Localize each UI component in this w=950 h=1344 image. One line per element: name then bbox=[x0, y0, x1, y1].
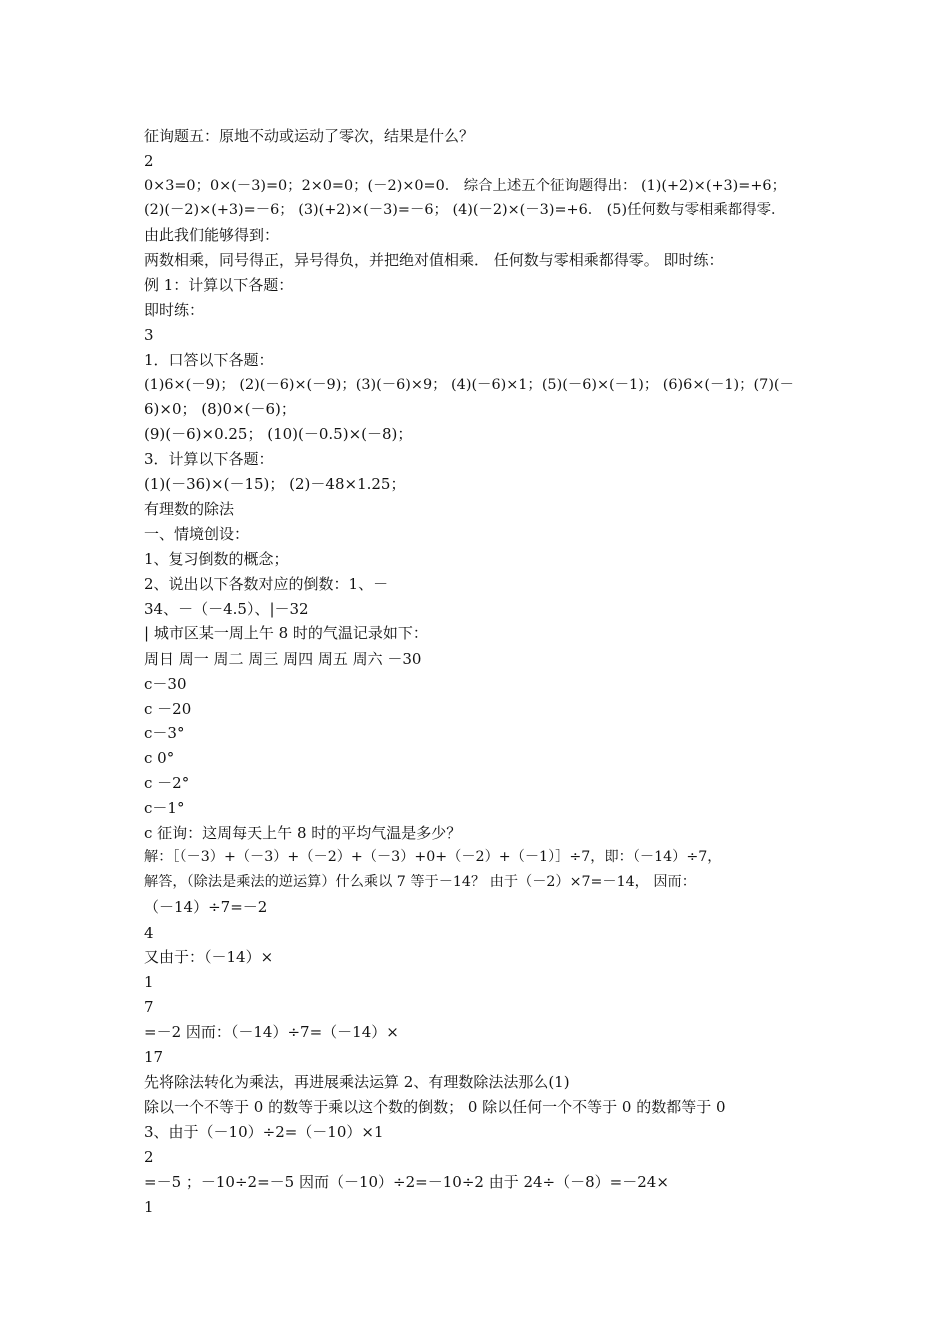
text-line: 7 bbox=[144, 998, 154, 1016]
text-line: 即时练： bbox=[144, 301, 205, 319]
text-line: 3、由于（－10）÷2=（－10）×1 bbox=[144, 1123, 384, 1141]
text-line: 6)×0； (8)0×(－6)； bbox=[144, 400, 296, 418]
text-line: 2 bbox=[144, 1148, 154, 1166]
text-line: 征询题五：原地不动或运动了零次，结果是什么？ bbox=[144, 127, 475, 145]
text-line: 1、复习倒数的概念； bbox=[144, 550, 289, 568]
text-line: 1．口答以下各题： bbox=[144, 351, 274, 369]
text-line: 1 bbox=[144, 973, 154, 991]
text-line: c－30 bbox=[144, 675, 187, 693]
text-line: =－2 因而：（－14）÷7=（－14）× bbox=[144, 1023, 399, 1041]
text-line: 先将除法转化为乘法，再进展乘法运算 2、有理数除法法那么(1) bbox=[144, 1073, 570, 1091]
text-line: c －2° bbox=[144, 774, 190, 792]
page-number: 3 bbox=[144, 326, 154, 344]
text-line: 1 bbox=[144, 1198, 154, 1216]
text-line: 又由于：（－14）× bbox=[144, 948, 274, 966]
text-line: (9)(－6)×0.25； (10)(－0.5)×(－8)； bbox=[144, 425, 413, 443]
text-line: =－5 ；－10÷2=－5 因而（－10）÷2=－10÷2 由于 24÷（－8）=－24× bbox=[144, 1173, 669, 1191]
text-line: （－14）÷7=－2 bbox=[144, 898, 268, 916]
page-number: 4 bbox=[144, 924, 154, 942]
text-line: c－3° bbox=[144, 724, 185, 742]
page-number: 2 bbox=[144, 152, 154, 170]
text-line: (1)6×(－9)； (2)(－6)×(－9)；(3)(－6)×9； (4)(－6)×1；(5)(－6)×(－1)； (6)6×(－1)；(7)(－ bbox=[144, 377, 794, 393]
text-line: c 征询：这周每天上午 8 时的平均气温是多少？ bbox=[144, 824, 462, 842]
text-line: 2、说出以下各数对应的倒数：1、－ bbox=[144, 575, 389, 593]
text-line: 0×3=0；0×(－3)=0；2×0=0；(－2)×0=0． 综合上述五个征询题得出： (1)(+2)×(+3)=+6； bbox=[144, 178, 786, 194]
text-line: (1)(－36)×(－15)； (2)－48×1.25； bbox=[144, 475, 406, 493]
text-line: 周日 周一 周二 周三 周四 周五 周六 －30 bbox=[144, 650, 422, 668]
section-heading: 有理数的除法 bbox=[144, 500, 235, 518]
text-line: c －20 bbox=[144, 700, 192, 718]
text-line: 由此我们能够得到： bbox=[144, 226, 280, 244]
text-line: 34、－（－4.5）、|－32 bbox=[144, 600, 309, 618]
text-line: 解：［（－3）+（－3）+（－2）+（－3）+0+（－2）+（－1）］÷7，即：（－14）÷7， bbox=[144, 849, 722, 865]
text-line: 例 1：计算以下各题： bbox=[144, 276, 294, 294]
text-line: 17 bbox=[144, 1048, 164, 1066]
text-line: 解答，（除法是乘法的逆运算）什么乘以 7 等于－14？ 由于（－2）×7=－14， 因而： bbox=[144, 874, 696, 890]
text-line: 一、情境创设： bbox=[144, 525, 250, 543]
text-line: 两数相乘，同号得正，异号得负，并把绝对值相乘． 任何数与零相乘都得零。 即时练： bbox=[144, 251, 724, 269]
text-line: 3．计算以下各题： bbox=[144, 450, 274, 468]
text-line: c 0° bbox=[144, 749, 175, 767]
text-line: (2)(－2)×(+3)=－6； (3)(+2)×(－3)=－6； (4)(－2)×(－3)=+6． (5)任何数与零相乘都得零． bbox=[144, 202, 786, 218]
text-line: 除以一个不等于 0 的数等于乘以这个数的倒数； 0 除以任何一个不等于 0 的数都等于 0 bbox=[144, 1098, 726, 1116]
text-line: c－1° bbox=[144, 799, 185, 817]
text-line: | 城市区某一周上午 8 时的气温记录如下： bbox=[144, 624, 428, 642]
